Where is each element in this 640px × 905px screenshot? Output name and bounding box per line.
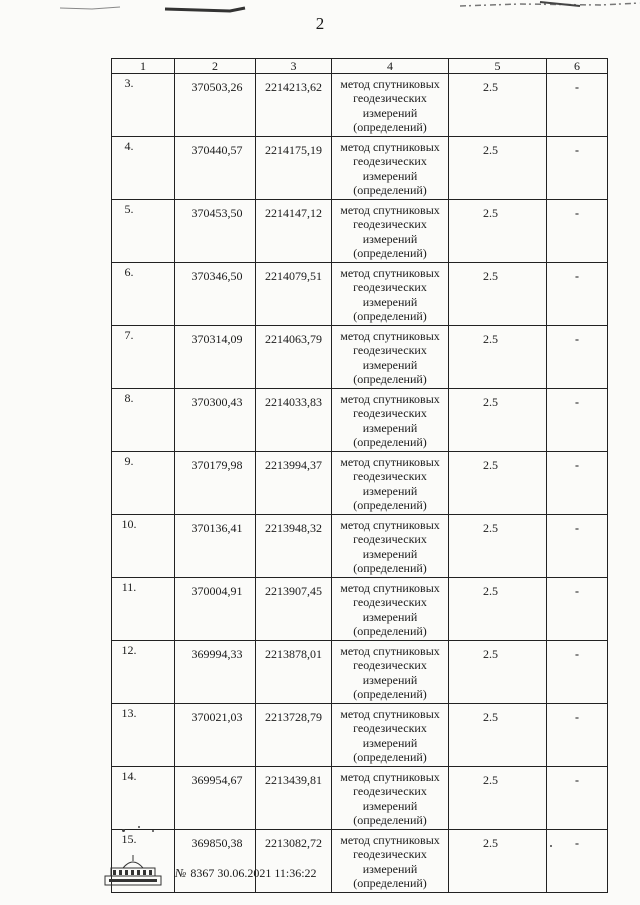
table-row [112,74,608,137]
coordinate-y: 2214063,79 [256,326,332,389]
determination-method [332,74,449,137]
method-line: (определений) [353,623,427,638]
method-line: (определений) [353,371,427,386]
coordinate-y: 2213994,37 [256,452,332,515]
point-number: 10. [112,515,175,578]
determination-method [332,830,449,893]
method-line: измерений [362,231,418,246]
coordinate-x: 370300,43 [175,389,256,452]
table-row [112,767,608,830]
method-line: метод спутниковых [340,329,440,344]
method-line: измерений [362,546,418,561]
point-number: 15. [112,830,175,893]
column-header: 3 [256,59,332,74]
method-line: измерений [362,483,418,498]
column-header: 4 [332,59,449,74]
method-line: метод спутниковых [340,581,440,596]
table-row [112,515,608,578]
method-line: (определений) [353,686,427,701]
accuracy-value: 2.5 [449,830,547,893]
note-value: - [547,452,608,515]
accuracy-value: 2.5 [449,704,547,767]
point-number: 14. [112,767,175,830]
point-number: 5. [112,200,175,263]
method-line: метод спутниковых [340,203,440,218]
accuracy-value: 2.5 [449,263,547,326]
accuracy-value: 2.5 [449,389,547,452]
method-line: метод спутниковых [340,455,440,470]
note-value: - [547,200,608,263]
method-line: измерений [362,798,418,813]
method-line: геодезических [353,343,427,358]
determination-method [332,137,449,200]
method-line: геодезических [353,658,427,673]
column-header: 1 [112,59,175,74]
coordinate-y: 2214213,62 [256,74,332,137]
accuracy-value: 2.5 [449,641,547,704]
point-number: 3. [112,74,175,137]
method-line: геодезических [353,154,427,169]
method-line: геодезических [353,721,427,736]
method-line: измерений [362,609,418,624]
accuracy-value: 2.5 [449,767,547,830]
method-line: измерений [362,735,418,750]
table-row [112,578,608,641]
coordinate-x: 370004,91 [175,578,256,641]
coordinate-y: 2213907,45 [256,578,332,641]
coordinate-y: 2213878,01 [256,641,332,704]
table-row [112,704,608,767]
column-header: 6 [547,59,608,74]
method-line: метод спутниковых [340,140,440,155]
method-line: (определений) [353,875,427,890]
coordinate-y: 2213082,72 [256,830,332,893]
note-value: - [547,578,608,641]
scan-speck [138,826,140,828]
method-line: (определений) [353,182,427,197]
method-line: измерений [362,294,418,309]
note-value: - [547,515,608,578]
point-number: 7. [112,326,175,389]
note-value: - [547,326,608,389]
method-line: метод спутниковых [340,833,440,848]
method-line: метод спутниковых [340,707,440,722]
coordinate-y: 2214147,12 [256,200,332,263]
coordinate-x: 370314,09 [175,326,256,389]
method-line: (определений) [353,245,427,260]
method-line: (определений) [353,497,427,512]
coordinate-y: 2213728,79 [256,704,332,767]
table-row [112,452,608,515]
note-value: - [547,704,608,767]
determination-method [332,200,449,263]
table-row [112,389,608,452]
coordinate-x: 370021,03 [175,704,256,767]
table-row [112,263,608,326]
scan-speck [550,845,552,847]
method-line: измерений [362,672,418,687]
column-header: 2 [175,59,256,74]
accuracy-value: 2.5 [449,452,547,515]
method-line: измерений [362,105,418,120]
determination-method [332,578,449,641]
coordinate-y: 2214079,51 [256,263,332,326]
table-row [112,137,608,200]
method-line: (определений) [353,434,427,449]
coordinate-x: 370503,26 [175,74,256,137]
point-number: 12. [112,641,175,704]
method-line: метод спутниковых [340,770,440,785]
point-number: 6. [112,263,175,326]
coordinate-x: 370179,98 [175,452,256,515]
method-line: метод спутниковых [340,77,440,92]
determination-method [332,263,449,326]
determination-method [332,452,449,515]
scan-top-edge-marks [0,0,640,14]
method-line: геодезических [353,406,427,421]
note-value: - [547,767,608,830]
registry-seal-icon [103,852,163,888]
method-line: геодезических [353,595,427,610]
method-line: (определений) [353,119,427,134]
registration-number-date: 8367 30.06.2021 11:36:22 [190,866,317,880]
coordinate-y: 2213948,32 [256,515,332,578]
coordinate-x: 370346,50 [175,263,256,326]
method-line: геодезических [353,847,427,862]
coordinate-x: 370440,57 [175,137,256,200]
coordinate-x: 369850,38 [175,830,256,893]
note-value: - [547,830,608,893]
determination-method [332,389,449,452]
method-line: геодезических [353,91,427,106]
method-line: метод спутниковых [340,266,440,281]
coordinate-x: 369994,33 [175,641,256,704]
note-value: - [547,389,608,452]
table-row [112,641,608,704]
coordinate-y: 2214033,83 [256,389,332,452]
coordinate-x: 369954,67 [175,767,256,830]
method-line: геодезических [353,784,427,799]
method-line: метод спутниковых [340,518,440,533]
accuracy-value: 2.5 [449,137,547,200]
method-line: геодезических [353,217,427,232]
note-value: - [547,74,608,137]
determination-method [332,767,449,830]
scan-speck [152,830,154,832]
number-sign: № [175,866,187,880]
coordinate-y: 2214175,19 [256,137,332,200]
coordinates-table [111,58,608,893]
table-row [112,326,608,389]
accuracy-value: 2.5 [449,515,547,578]
method-line: (определений) [353,560,427,575]
accuracy-value: 2.5 [449,326,547,389]
determination-method [332,515,449,578]
point-number: 9. [112,452,175,515]
registration-stamp [175,866,317,881]
note-value: - [547,263,608,326]
method-line: метод спутниковых [340,644,440,659]
method-line: (определений) [353,749,427,764]
accuracy-value: 2.5 [449,200,547,263]
method-line: геодезических [353,280,427,295]
determination-method [332,326,449,389]
point-number: 8. [112,389,175,452]
determination-method [332,704,449,767]
table-row [112,200,608,263]
method-line: измерений [362,357,418,372]
coordinate-x: 370453,50 [175,200,256,263]
note-value: - [547,641,608,704]
table-row [112,830,608,893]
method-line: метод спутниковых [340,392,440,407]
point-number: 11. [112,578,175,641]
method-line: геодезических [353,469,427,484]
method-line: измерений [362,420,418,435]
coordinate-x: 370136,41 [175,515,256,578]
page-number: 2 [315,14,325,33]
determination-method [332,641,449,704]
accuracy-value: 2.5 [449,74,547,137]
method-line: геодезических [353,532,427,547]
point-number: 4. [112,137,175,200]
method-line: (определений) [353,812,427,827]
method-line: измерений [362,861,418,876]
column-header: 5 [449,59,547,74]
table-header-row [112,59,608,74]
coordinate-y: 2213439,81 [256,767,332,830]
scan-speck [122,829,125,832]
accuracy-value: 2.5 [449,578,547,641]
method-line: измерений [362,168,418,183]
method-line: (определений) [353,308,427,323]
note-value: - [547,137,608,200]
point-number: 13. [112,704,175,767]
